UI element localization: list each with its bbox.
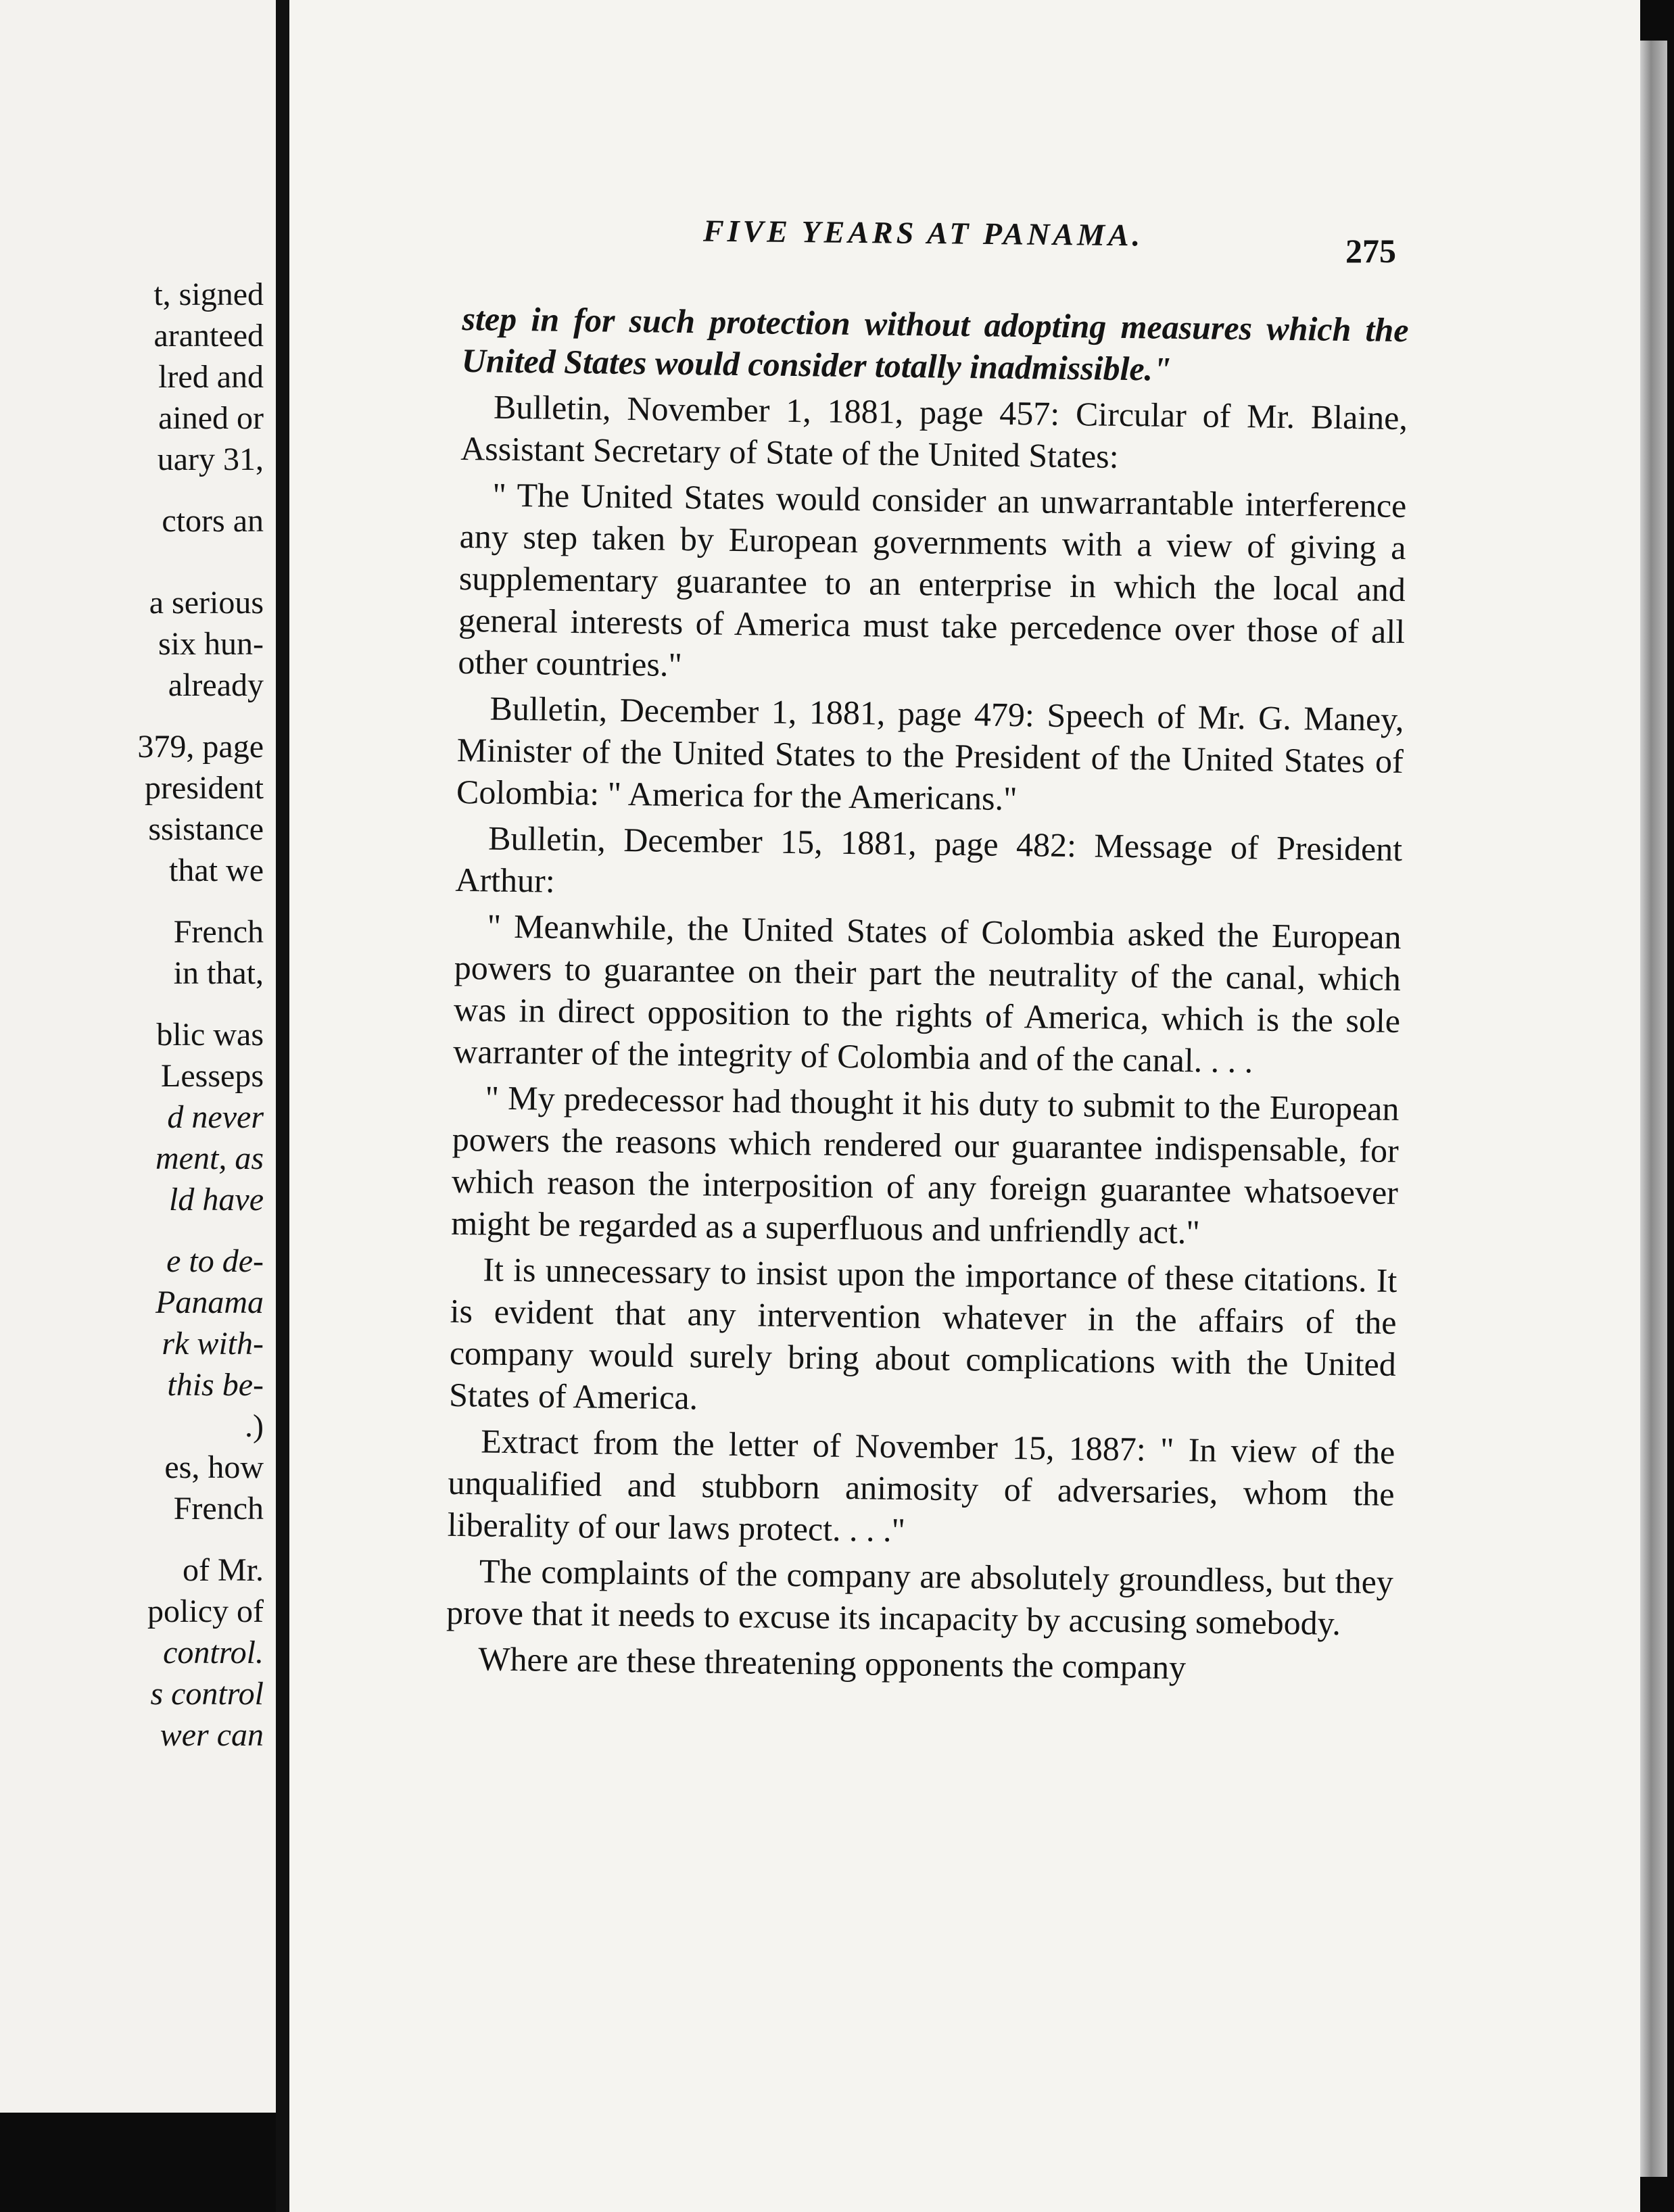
left-line: president	[145, 770, 264, 806]
left-line: that we	[169, 852, 264, 888]
left-page-text	[0, 274, 264, 1756]
page-edge	[1640, 41, 1667, 2177]
paragraph: The complaints of the company are absolutely groundless, but they prove that it needs to excuse its incapacity by accusing somebody.	[446, 1552, 1394, 1643]
left-line: wer can	[160, 1717, 264, 1753]
page-number: 275	[1345, 232, 1396, 270]
left-line: Lesseps	[161, 1058, 264, 1094]
left-line: blic was	[156, 1017, 264, 1053]
paragraph: Bulletin, November 1, 1881, page 457: Circular of Mr. Blaine, Assistant Secretary of State of the United States:	[460, 387, 1408, 475]
paragraph: step in for such protection without adopting measures which the United States would consider totally inadmissible."	[461, 299, 1409, 388]
book-gutter	[276, 0, 289, 2212]
left-line: Panama	[156, 1284, 264, 1320]
left-line: in that,	[173, 955, 264, 991]
left-line: e to de-	[166, 1243, 264, 1279]
left-page	[0, 0, 276, 2113]
left-line: already	[168, 667, 264, 703]
left-line: ained or	[158, 400, 264, 436]
left-line: this be-	[167, 1367, 264, 1403]
paragraph: " The United States would consider an unwarrantable interference any step taken by European governments with a view of giving a supplementary guarantee to an enterprise in which the local and general interests of America must take percedence over those of all other countries."	[458, 475, 1407, 684]
left-line: French	[173, 1491, 264, 1526]
left-line: .)	[245, 1408, 264, 1444]
left-line: ssistance	[148, 811, 264, 847]
left-line: ment, as	[156, 1140, 264, 1176]
page-body	[446, 297, 1409, 1695]
paragraph: Bulletin, December 15, 1881, page 482: Message of President Arthur:	[455, 819, 1403, 900]
running-title: FIVE YEARS AT PANAMA.	[702, 213, 1144, 253]
left-line: ctors an	[162, 503, 264, 539]
left-line: ld have	[169, 1182, 264, 1218]
left-line: s control	[150, 1676, 264, 1712]
left-line: es, how	[164, 1449, 264, 1485]
left-line: t, signed	[153, 276, 264, 312]
left-line: French	[173, 914, 264, 950]
paragraph: " Meanwhile, the United States of Colombia asked the European powers to guarantee on their part the neutrality of the canal, which was in direct opposition to the rights of America, which is the sole warranter of the integrity of Colombia and of the canal. . . .	[453, 907, 1402, 1080]
left-line: policy of	[147, 1593, 264, 1629]
paragraph: Extract from the letter of November 15, 1887: " In view of the unqualified and stubborn animosity of adversaries, whom the liberality of our laws protect. . . ."	[447, 1422, 1395, 1549]
paragraph: Bulletin, December 1, 1881, page 479: Speech of Mr. G. Maney, Minister of the United States to the President of the United States of Colombia: " America for the Americans."	[456, 689, 1404, 818]
paragraph: It is unnecessary to insist upon the importance of these citations. It is evident that any intervention whatever in the affairs of the company would surely bring about complications with the United States of America.	[448, 1250, 1397, 1417]
paragraph: " My predecessor had thought it his duty to submit to the European powers the reasons which rendered our guarantee indispensable, for which reason the interposition of any foreign guarantee whatsoever might be regarded as a superfluous and unfriendly act."	[450, 1078, 1400, 1251]
paragraph: Where are these threatening opponents the company	[478, 1639, 1187, 1687]
scan-shadow	[0, 2113, 276, 2212]
left-line: a serious	[149, 585, 264, 621]
left-line: aranteed	[153, 318, 264, 354]
left-line: six hun-	[158, 626, 264, 662]
left-line: control.	[163, 1635, 264, 1670]
left-line: uary 31,	[157, 441, 264, 477]
left-line: rk with-	[162, 1326, 264, 1362]
left-line: of Mr.	[183, 1552, 264, 1588]
left-line: lred and	[158, 359, 264, 395]
left-line: d never	[167, 1099, 264, 1135]
left-line: 379, page	[137, 729, 264, 765]
